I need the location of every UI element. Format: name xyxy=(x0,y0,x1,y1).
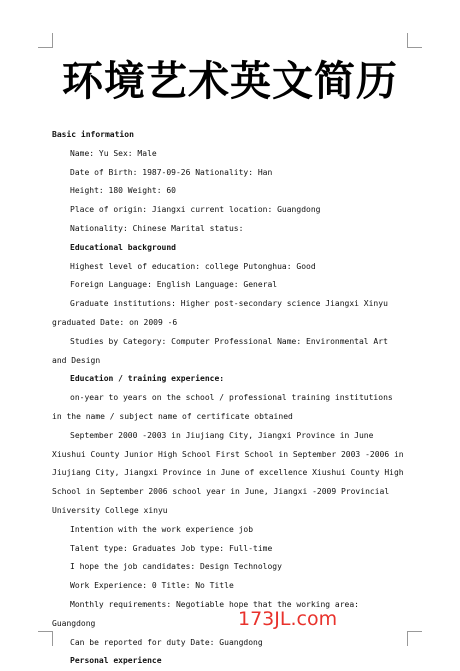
crop-mark-bottom-right xyxy=(407,631,422,646)
line-nationality-marital: Nationality: Chinese Marital status: xyxy=(70,223,244,233)
line-job-candidates: I hope the job candidates: Design Technology xyxy=(70,562,282,572)
line-place-of-origin: Place of origin: Jiangxi current location: Guangdong xyxy=(70,205,321,215)
resume-body xyxy=(52,126,404,671)
line-height-weight: Height: 180 Weight: 60 xyxy=(70,186,176,196)
line-talent-type: Talent type: Graduates Job type: Full-time xyxy=(70,543,273,553)
crop-mark-top-left xyxy=(38,33,53,48)
line-school-history: September 2000 -2003 in Jiujiang City, Jiangxi Province in June Xiushui County Junior High School First School in September 2003 -2006 in Jiujiang City, Jiangxi Province in June of excellence Xiushui County High School in September 2006 school year in June, Jiangxi -2009 Provincial University College xinyu xyxy=(52,430,404,515)
crop-mark-top-right xyxy=(407,33,422,48)
line-education-level: Highest level of education: college Putonghua: Good xyxy=(70,261,316,271)
line-training-columns: on-year to years on the school / professional training institutions in the name / subject name of certificate obtained xyxy=(52,393,393,421)
section-heading-training: Education / training experience: xyxy=(70,374,225,384)
line-job-intention: Intention with the work experience job xyxy=(70,524,254,534)
line-work-experience: Work Experience: 0 Title: No Title xyxy=(70,581,234,591)
section-heading-education: Educational background xyxy=(70,242,176,252)
section-heading-basic-information: Basic information xyxy=(52,130,134,139)
line-duty-date: Can be reported for duty Date: Guangdong xyxy=(70,637,263,647)
line-graduate-institution: Graduate institutions: Higher post-secondary science Jiangxi Xinyu graduated Date: on 2009 -6 xyxy=(52,299,388,327)
crop-mark-bottom-left xyxy=(38,631,53,646)
line-name-sex: Name: Yu Sex: Male xyxy=(70,148,157,158)
line-birth-nationality: Date of Birth: 1987-09-26 Nationality: Han xyxy=(70,167,273,177)
page-title: 环境艺术英文简历 xyxy=(62,57,398,105)
line-foreign-language: Foreign Language: English Language: General xyxy=(70,280,278,290)
section-heading-personal-experience: Personal experience xyxy=(70,656,162,666)
line-monthly-requirements: Monthly requirements: Negotiable hope that the working area: Guangdong xyxy=(52,599,359,628)
line-studies-category: Studies by Category: Computer Professional Name: Environmental Art and Design xyxy=(52,336,388,365)
watermark-logo: 173JL.com xyxy=(238,608,338,630)
